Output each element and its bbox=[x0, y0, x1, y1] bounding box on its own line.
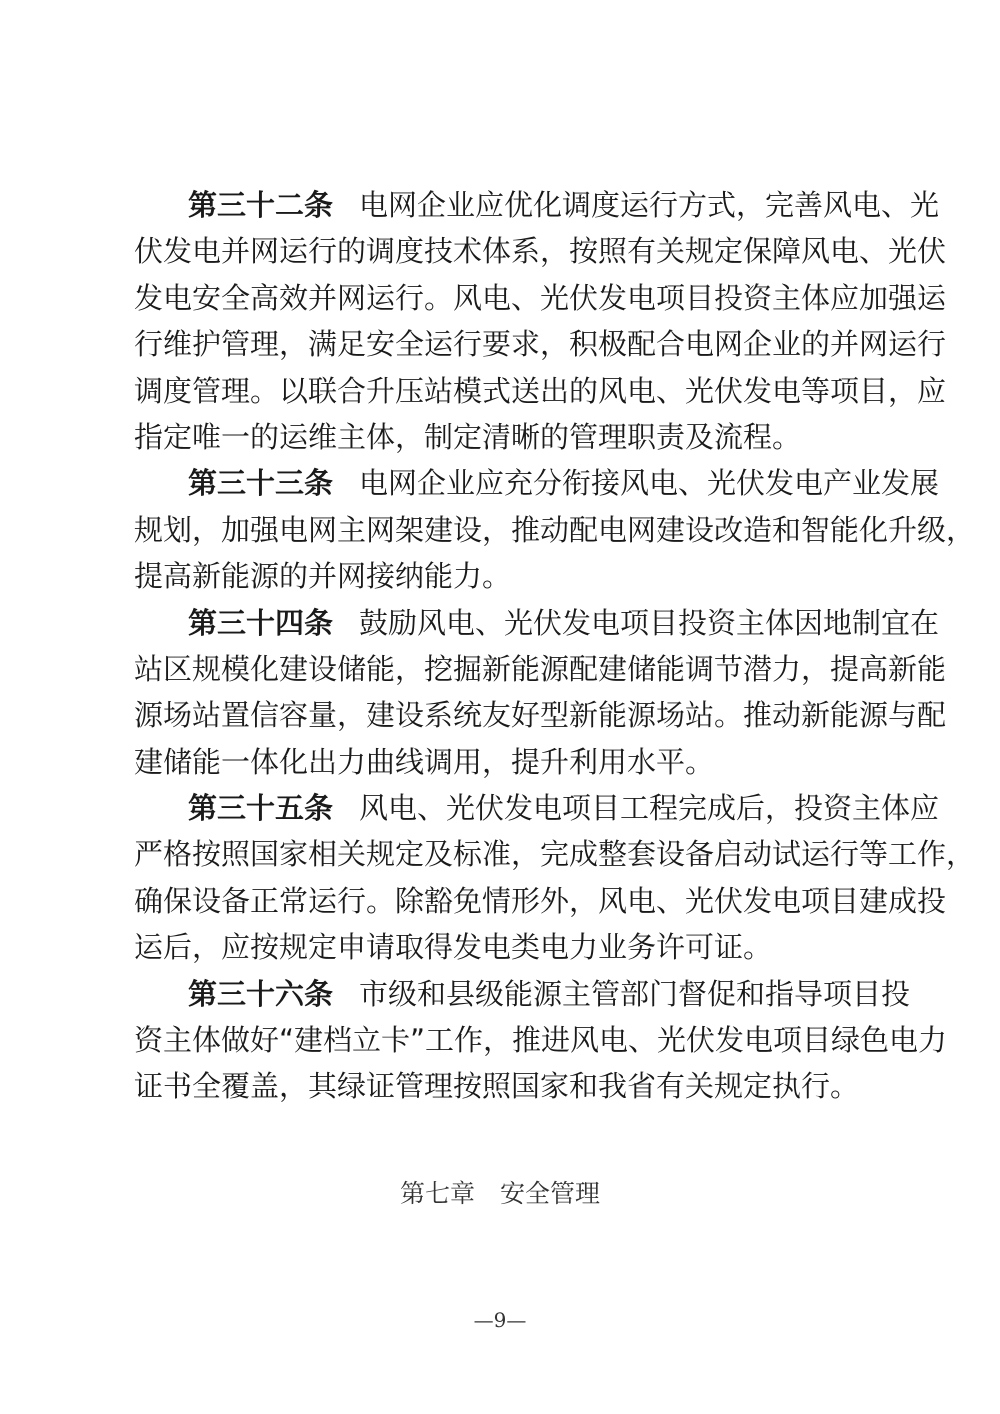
article-text: 严格按照国家相关规定及标准，完成整套设备启动试运行等工作， bbox=[134, 837, 976, 872]
article-text: 电网企业应优化调度运行方式，完善风电、光 bbox=[359, 188, 940, 222]
article-line bbox=[134, 507, 976, 553]
article-line bbox=[134, 182, 940, 228]
article-text: 伏发电并网运行的调度技术体系，按照有关规定保障风电、光伏 bbox=[134, 234, 947, 269]
article-line bbox=[134, 460, 940, 506]
article-label: 第三十五条 bbox=[188, 791, 334, 826]
article-label: 第三十四条 bbox=[188, 605, 334, 640]
article-text: 规划，加强电网主网架建设，推动配电网建设改造和智能化升级， bbox=[134, 512, 976, 547]
article-label: 第三十二条 bbox=[188, 188, 334, 222]
article-text: 行维护管理，满足安全运行要求，积极配合电网企业的并网运行 bbox=[134, 327, 947, 362]
article-line bbox=[134, 924, 878, 970]
article-line bbox=[134, 971, 911, 1017]
article-line bbox=[134, 321, 947, 367]
article-text: 提高新能源的并网接纳能力。 bbox=[134, 559, 512, 594]
article-text: 站区规模化建设储能，挖掘新能源配建储能调节潜力，提高新能 bbox=[134, 651, 947, 686]
article-line bbox=[134, 1063, 878, 1109]
article-text: 发电安全高效并网运行。风电、光伏发电项目投资主体应加强运 bbox=[134, 280, 947, 315]
article bbox=[134, 785, 976, 971]
article-text: 资主体做好“建档立卡”工作，推进风电、光伏发电项目绿色电力 bbox=[134, 1023, 948, 1058]
article bbox=[134, 182, 947, 460]
article-line bbox=[134, 785, 940, 831]
article-text: 证书全覆盖，其绿证管理按照国家和我省有关规定执行。 bbox=[134, 1069, 860, 1104]
article-line bbox=[134, 739, 878, 785]
article bbox=[134, 460, 976, 599]
page-number: —9— bbox=[473, 1308, 527, 1332]
article-line bbox=[134, 414, 878, 460]
article-text: 确保设备正常运行。除豁免情形外，风电、光伏发电项目建成投 bbox=[134, 883, 947, 918]
article-line bbox=[134, 368, 947, 414]
article-line bbox=[134, 275, 947, 321]
article bbox=[134, 600, 947, 786]
article-text: 电网企业应充分衔接风电、光伏发电产业发展 bbox=[359, 466, 940, 501]
chapter-heading: 第七章 安全管理 bbox=[399, 1179, 600, 1208]
article-text: 建储能一体化出力曲线调用，提升利用水平。 bbox=[134, 744, 715, 779]
article-line bbox=[134, 1017, 948, 1063]
article-text: 调度管理。以联合升压站模式送出的风电、光伏发电等项目，应 bbox=[134, 373, 947, 408]
article-text: 运后，应按规定申请取得发电类电力业务许可证。 bbox=[134, 930, 773, 965]
article-text: 指定唯一的运维主体，制定清晰的管理职责及流程。 bbox=[134, 419, 802, 454]
article-line bbox=[134, 878, 947, 924]
article-text: 源场站置信容量，建设系统友好型新能源场站。推动新能源与配 bbox=[134, 698, 947, 733]
article-label: 第三十六条 bbox=[188, 976, 334, 1011]
article bbox=[134, 971, 948, 1110]
article-text: 风电、光伏发电项目工程完成后，投资主体应 bbox=[359, 791, 940, 826]
article-line bbox=[134, 228, 947, 274]
article-label: 第三十三条 bbox=[188, 466, 334, 501]
document-body bbox=[134, 182, 976, 1110]
article-text: 市级和县级能源主管部门督促和指导项目投 bbox=[359, 976, 911, 1011]
article-text: 鼓励风电、光伏发电项目投资主体因地制宜在 bbox=[359, 605, 940, 640]
article-line bbox=[134, 553, 878, 599]
article-line bbox=[134, 831, 976, 877]
article-line bbox=[134, 646, 947, 692]
article-line bbox=[134, 600, 940, 646]
article-line bbox=[134, 692, 947, 738]
